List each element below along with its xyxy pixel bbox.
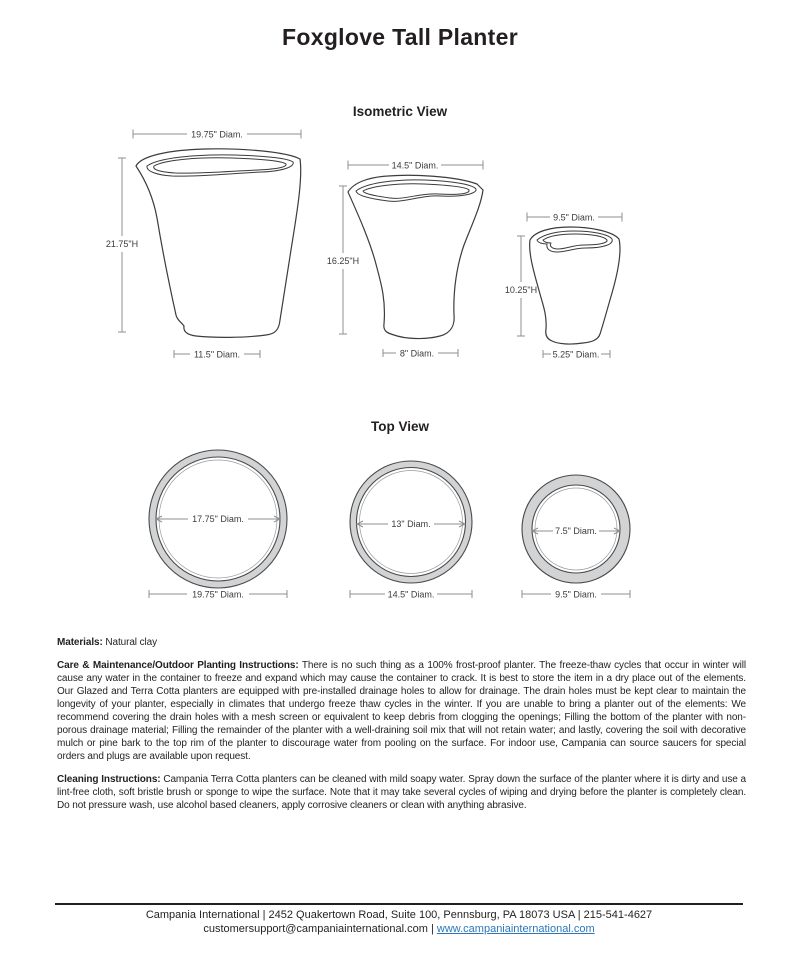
- isometric-view-heading: Isometric View: [352, 104, 448, 119]
- topview-ring-medium: [350, 461, 472, 600]
- care-paragraph: [57, 659, 746, 763]
- dim-label-inner-large: 17.75" Diam.: [192, 514, 244, 524]
- materials-text: Natural clay: [105, 637, 157, 648]
- dim-label-bottom-small: 5.25" Diam.: [552, 349, 600, 360]
- materials-paragraph: [57, 636, 746, 649]
- footer-separator: |: [427, 922, 437, 935]
- cleaning-label: Cleaning Instructions:: [57, 774, 161, 785]
- dim-label-height-large: 21.75"H: [105, 239, 139, 249]
- care-text: There is no such thing as a 100% frost-proof planter. The freeze-thaw cycles that occur in winter will cause any water in the container to freeze and expand which may cause the container to crack. It is best to store the item in a dry place out of the elements. Our Glazed and Terra Cotta planters are equipped with pre-installed drainage holes to allow for drainage. The drain holes must be kept clear to maintain the longevity of your planter, especially in climates that undergo freeze thaw cycles in the winter. If you are unable to bring a planter out of the elements: We recommend covering the drain holes with a mesh screen or equivalent to keep debris from clogging the openings; Filling the bottom of the planter with non-porous drainage material; Filling the remainder of the planter with a well-draining soil mix that will not retain water; and lastly, covering the soil with decorative mulch or pine bark to the top rim of the planter to discourage water from pooling on the surface. For indoor use, Campania can source saucers for special orders and plugs are available upon request.: [57, 660, 746, 762]
- dim-label-outer-medium: 14.5" Diam.: [387, 589, 435, 600]
- planter-medium-outline: [348, 175, 483, 338]
- footer: [55, 903, 743, 936]
- dim-label-top-small: 9.5" Diam.: [553, 212, 595, 223]
- product-details: [57, 636, 746, 812]
- planter-small-drawing: [505, 213, 622, 360]
- dim-label-inner-medium: 13" Diam.: [391, 519, 431, 529]
- planter-large-outline: [136, 149, 301, 338]
- dim-label-inner-small: 7.5" Diam.: [555, 526, 597, 536]
- dim-label-outer-large: 19.75" Diam.: [192, 589, 244, 600]
- dim-label-bottom-medium: 8" Diam.: [399, 348, 435, 359]
- cleaning-paragraph: [57, 773, 746, 812]
- dim-label-height-small: 10.25"H: [504, 285, 538, 295]
- planter-medium-drawing: [327, 161, 483, 359]
- dim-label-bottom-large: 11.5" Diam.: [193, 349, 241, 360]
- dim-label-top-medium: 14.5" Diam.: [391, 160, 439, 171]
- topview-ring-small: [522, 475, 630, 600]
- page-title: Foxglove Tall Planter: [282, 24, 518, 50]
- dim-label-height-medium: 16.25"H: [326, 256, 360, 266]
- dim-label-top-large: 19.75" Diam.: [191, 129, 243, 140]
- planter-large-drawing: [106, 130, 301, 360]
- planter-small-outline: [530, 227, 620, 344]
- topview-ring-large: [149, 450, 287, 600]
- dim-label-outer-small: 9.5" Diam.: [555, 589, 597, 600]
- materials-label: Materials:: [57, 637, 103, 648]
- cleaning-text: Campania Terra Cotta planters can be cleaned with mild soapy water. Spray down the surface of the planter where it is dirty and use a lint-free cloth, soft bristle brush or sponge to wipe the surface. Note that it may take several cycles of wiping and drying before the planter is completely clean. Do not pressure wash, use alcohol based cleaners, apply corrosive cleaners or clean with anything abrasive.: [57, 774, 746, 811]
- footer-contact-line: [55, 923, 743, 937]
- footer-email: customersupport@campaniainternational.com: [203, 922, 428, 935]
- footer-address-line: Campania International | 2452 Quakertown Road, Suite 100, Pennsburg, PA 18073 USA | 215-541-4627: [145, 909, 653, 921]
- footer-website-link[interactable]: www.campaniainternational.com: [436, 922, 595, 935]
- care-label: Care & Maintenance/Outdoor Planting Instructions:: [57, 660, 299, 671]
- top-view-heading: Top View: [370, 419, 429, 434]
